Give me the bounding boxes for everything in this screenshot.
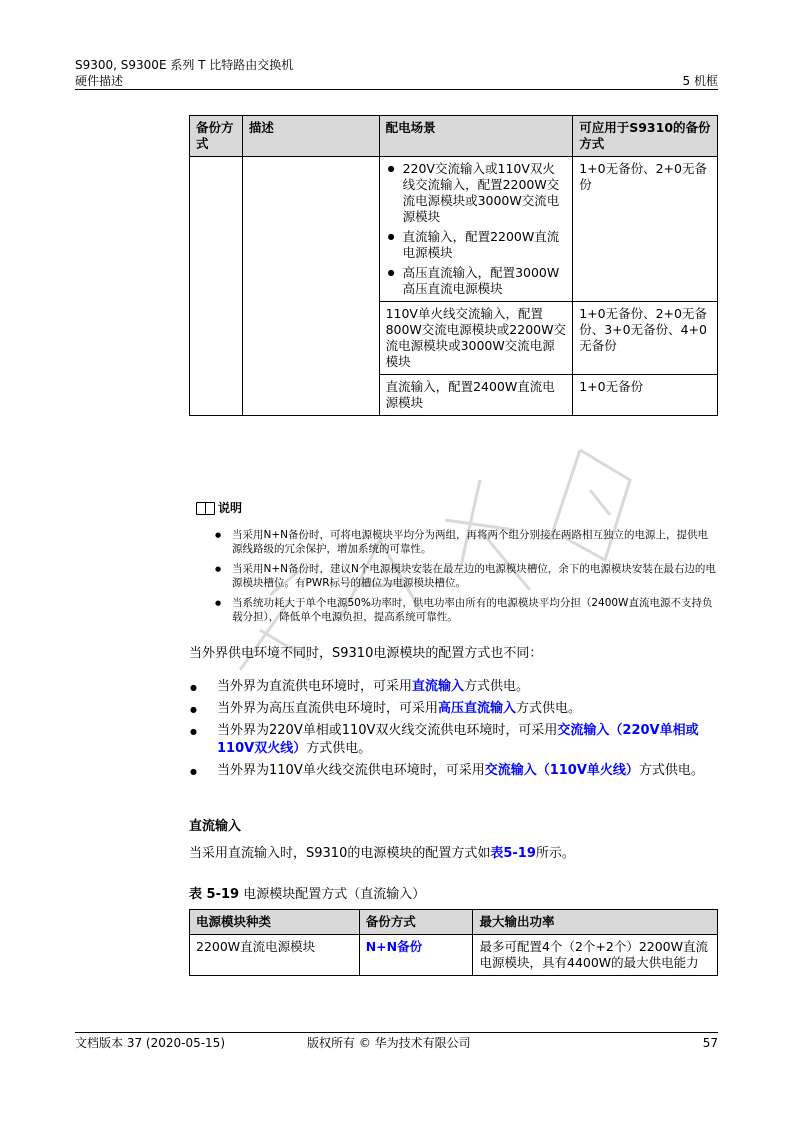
scenario-list <box>386 161 567 297</box>
scenario-cell <box>379 157 573 302</box>
bullet-text: 当外界为高压直流供电环境时，可采用 <box>217 701 439 716</box>
intro-paragraph: 当外界供电环境不同时，S9310电源模块的配置方式也不同： <box>189 646 543 661</box>
scenario-cell: 直流输入，配置2400W直流电源模块 <box>379 375 573 416</box>
backup-mode-table <box>189 115 718 416</box>
section-heading: 直流输入 <box>189 819 242 834</box>
list-item: ● 220V交流输入或110V双火线交流输入，配置2200W交流电源模块或3000W交流电源模块 <box>386 161 567 225</box>
table-caption <box>189 883 425 902</box>
bullet-text: 方式供电。 <box>516 701 582 716</box>
modes-cell: 1+0无备份、2+0无备份 <box>573 157 718 302</box>
col-header-desc: 描述 <box>242 116 379 157</box>
para-text: 所示。 <box>535 846 575 861</box>
doc-version: 文档版本 37 (2020-05-15) <box>75 1036 226 1050</box>
book-icon <box>196 502 214 514</box>
col-header-mode: 备份方式 <box>359 910 473 935</box>
table-header-row <box>190 910 718 935</box>
note-list <box>214 528 718 630</box>
list-item <box>189 700 718 718</box>
modes-cell: 1+0无备份、2+0无备份、3+0无备份、4+0无备份 <box>573 302 718 375</box>
backup-cell <box>190 157 243 416</box>
supply-mode-list <box>189 678 718 784</box>
power-cell: 最多可配置4个（2个+2个）2200W直流电源模块，具有4400W的最大供电能力 <box>473 935 718 976</box>
doc-title: S9300, S9300E 系列 T 比特路由交换机 <box>75 58 294 72</box>
list-item: ● 当系统功耗大于单个电源50%功率时，供电功率由所有的电源模块平均分担（2400W直流电源不支持负载分担），降低单个电源负担，提高系统可靠性。 <box>214 596 718 624</box>
desc-cell <box>242 157 379 416</box>
table-ref-link[interactable]: 表5-19 <box>490 846 536 861</box>
chapter-label: 5 机框 <box>682 74 718 88</box>
para-text: 当采用直流输入时，S9310的电源模块的配置方式如 <box>189 846 491 861</box>
list-item: ● 直流输入，配置2200W直流电源模块 <box>386 229 567 261</box>
modes-cell: 1+0无备份 <box>573 375 718 416</box>
bullet-text: 当外界为110V单火线交流供电环境时，可采用 <box>217 763 485 778</box>
nn-backup-link[interactable]: N+N备份 <box>365 939 423 954</box>
col-header-power: 最大输出功率 <box>473 910 718 935</box>
hvdc-input-link[interactable]: 高压直流输入 <box>438 701 517 716</box>
ac-110v-input-link[interactable]: 交流输入（110V单火线） <box>484 763 639 778</box>
table-row <box>190 935 718 976</box>
col-header-type: 电源模块种类 <box>190 910 360 935</box>
type-cell: 2200W直流电源模块 <box>190 935 360 976</box>
list-item: ● 高压直流输入，配置3000W高压直流电源模块 <box>386 265 567 297</box>
bullet-text: 当外界为220V单相或110V双火线交流供电环境时，可采用 <box>217 723 558 738</box>
note-title-text: 说明 <box>218 501 243 515</box>
ac-220v-input-link[interactable]: 交流输入（220V单相或110V双火线） <box>217 723 699 756</box>
bullet-text: 方式供电。 <box>638 763 704 778</box>
col-header-scenario: 配电场景 <box>379 116 573 157</box>
col-header-backup: 备份方式 <box>190 116 243 157</box>
page-number: 57 <box>702 1036 718 1050</box>
bullet-text: 当外界为直流供电环境时，可采用 <box>217 679 413 694</box>
dc-input-link[interactable]: 直流输入 <box>412 679 465 694</box>
col-header-s9310: 可应用于S9310的备份方式 <box>573 116 718 157</box>
list-item <box>189 762 718 780</box>
dc-config-table <box>189 909 718 976</box>
caption-text: 电源模块配置方式（直流输入） <box>243 887 426 902</box>
list-item: ● 当采用N+N备份时，可将电源模块平均分为两组，再将两个组分别接在两路相互独立的电源上，提供电源线路级的冗余保护，增加系统的可靠性。 <box>214 528 718 556</box>
list-item: ● 当采用N+N备份时，建议N个电源模块安装在最左边的电源模块槽位，余下的电源模块安装在最右边的电源模块槽位。有PWR标号的槽位为电源模块槽位。 <box>214 562 718 590</box>
page-footer <box>75 1032 718 1050</box>
table-header-row <box>190 116 718 157</box>
table-row <box>190 157 718 302</box>
caption-number: 表 5-19 <box>189 887 240 902</box>
bullet-text: 方式供电。 <box>464 679 530 694</box>
scenario-cell: 110V单火线交流输入，配置800W交流电源模块或2200W交流电源模块或3000W交流电源模块 <box>379 302 573 375</box>
copyright: 版权所有 © 华为技术有限公司 <box>307 1036 471 1050</box>
bullet-text: 方式供电。 <box>306 741 372 756</box>
doc-subtitle: 硬件描述 <box>75 74 124 88</box>
section-paragraph <box>189 845 575 863</box>
page-header <box>75 57 718 90</box>
list-item <box>189 678 718 696</box>
mode-cell <box>359 935 473 976</box>
list-item <box>189 722 718 758</box>
note-title <box>196 499 242 516</box>
